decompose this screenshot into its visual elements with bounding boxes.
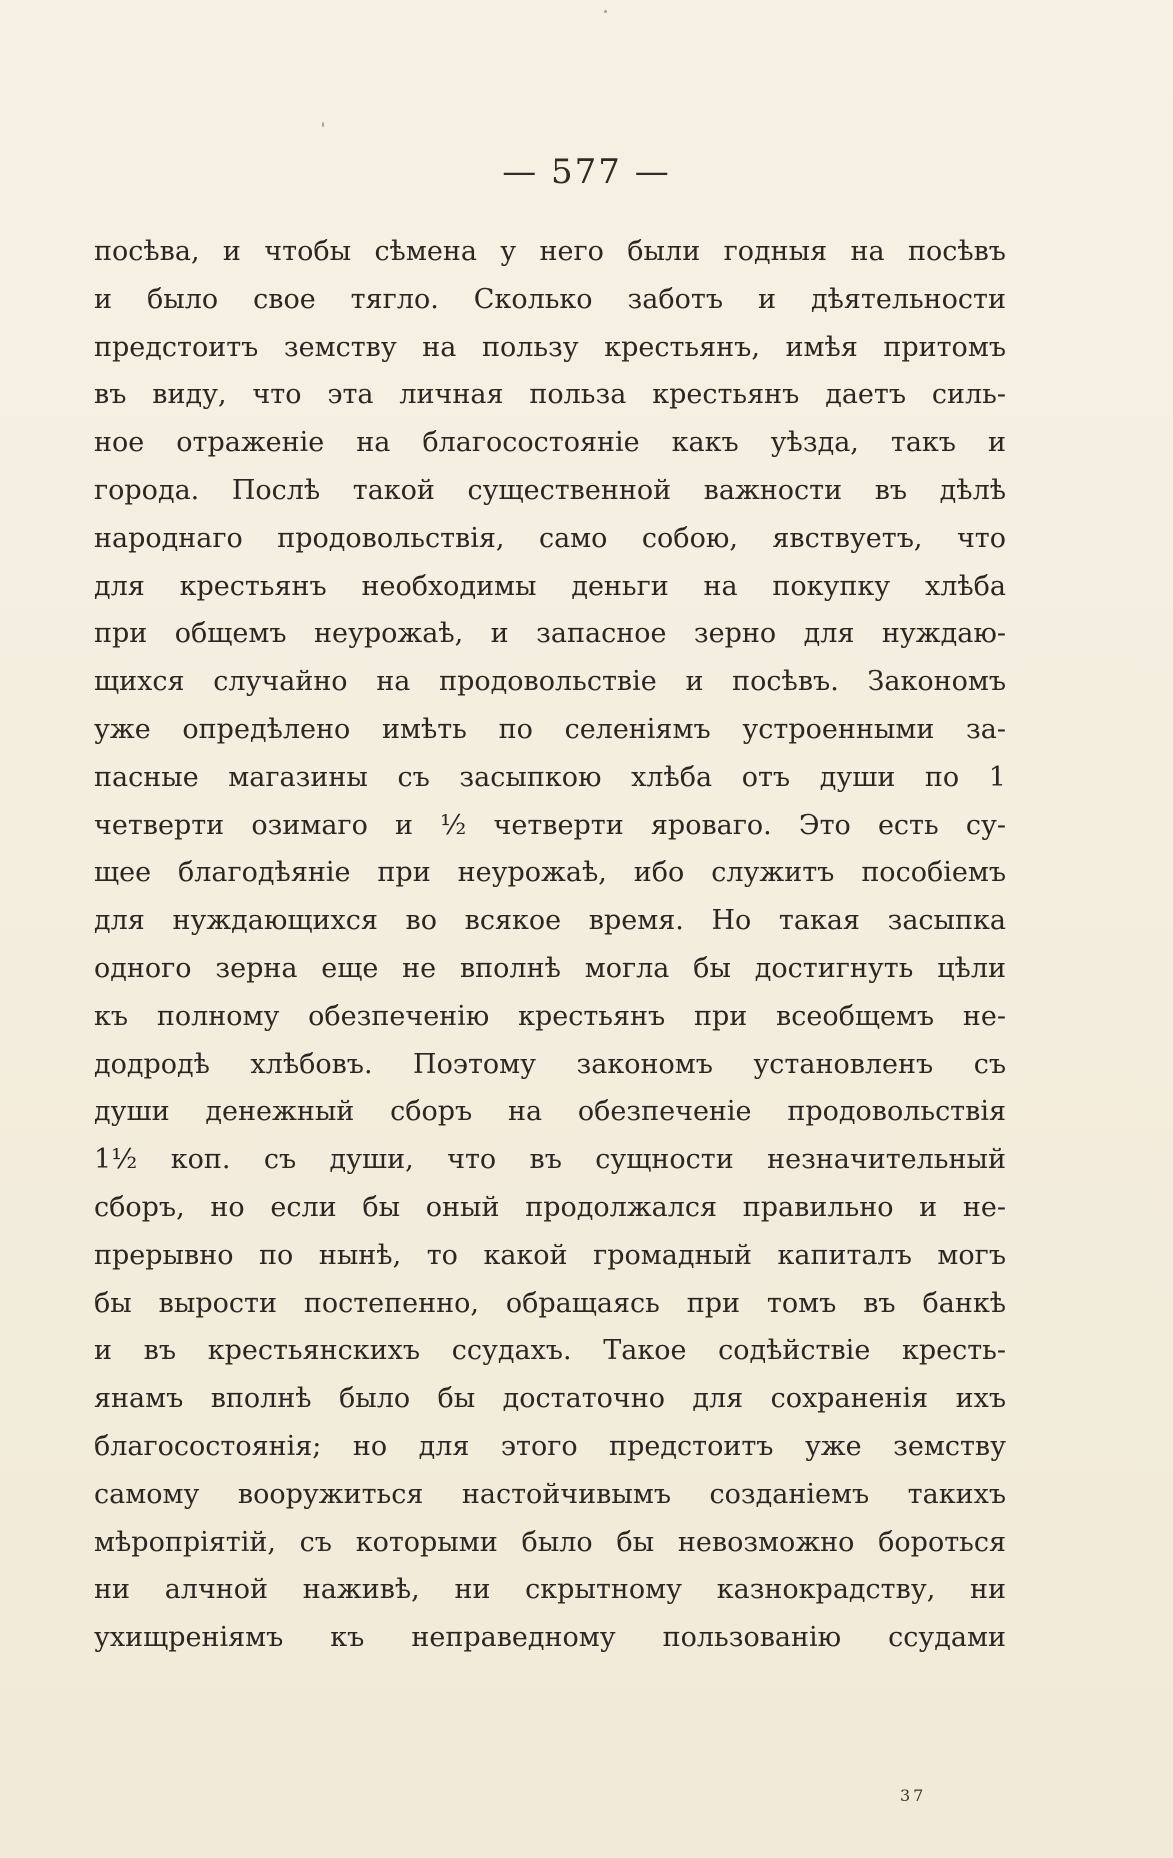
signature-mark: 37	[900, 1786, 927, 1805]
text-line: сборъ, но если бы оный продолжался правильно и не-	[94, 1191, 1006, 1223]
text-line: благосостоянія; но для этого предстоитъ уже земству	[94, 1430, 1006, 1462]
text-line: щее благодѣяніе при неурожаѣ, ибо служитъ пособіемъ	[94, 857, 1006, 889]
text-line: бы вырости постепенно, обращаясь при томъ въ банкѣ	[94, 1287, 1006, 1319]
text-line: самому вооружиться настойчивымъ созданіемъ такихъ	[94, 1478, 1006, 1510]
text-line: въ виду, что эта личная польза крестьянъ даетъ силь-	[94, 379, 1006, 411]
text-line: додродѣ хлѣбовъ. Поэтому закономъ установленъ съ	[94, 1048, 1006, 1080]
text-line: уже опредѣлено имѣть по селеніямъ устроенными за-	[94, 713, 1006, 745]
text-line: мѣропріятій, съ которыми было бы невозможно бороться	[94, 1526, 1006, 1558]
text-line: янамъ вполнѣ было бы достаточно для сохраненія ихъ	[94, 1383, 1006, 1415]
text-line: посѣва, и чтобы сѣмена у него были годныя на посѣвъ	[94, 236, 1006, 267]
text-line: одного зерна еще не вполнѣ могла бы достигнуть цѣли	[94, 952, 1006, 984]
text-line: ни алчной наживѣ, ни скрытному казнокрадству, ни	[94, 1574, 1006, 1606]
text-line: четверти озимаго и ½ четверти яроваго. Это есть су-	[94, 809, 1006, 841]
text-line: для нуждающихся во всякое время. Но такая засыпка	[94, 905, 1006, 937]
text-line: щихся случайно на продовольствіе и посѣвъ. Закономъ	[94, 666, 1006, 698]
text-line: при общемъ неурожаѣ, и запасное зерно для нуждаю-	[94, 618, 1006, 650]
text-line: 1½ коп. съ души, что въ сущности незначительный	[94, 1144, 1006, 1176]
text-line: для крестьянъ необходимы деньги на покупку хлѣба	[94, 570, 1006, 602]
body-text	[94, 228, 1006, 1662]
text-line: прерывно по нынѣ, то какой громадный капиталъ могъ	[94, 1239, 1006, 1271]
text-line: ухищреніямъ къ неправедному пользованію ссудами	[94, 1622, 1006, 1654]
text-line: города. Послѣ такой существенной важности въ дѣлѣ	[94, 474, 1006, 506]
text-line: къ полному обезпеченію крестьянъ при всеобщемъ не-	[94, 1000, 1006, 1032]
text-line: и было свое тягло. Сколько заботъ и дѣятельности	[94, 283, 1006, 315]
ink-speck	[604, 10, 607, 13]
page-number: — 577 —	[502, 152, 671, 192]
text-line: и въ крестьянскихъ ссудахъ. Такое содѣйствіе кресть-	[94, 1335, 1006, 1367]
text-line: души денежный сборъ на обезпеченіе продовольствія	[94, 1096, 1006, 1128]
text-line: ное отраженіе на благосостояніе какъ уѣзда, такъ и	[94, 427, 1006, 459]
text-line: предстоитъ земству на пользу крестьянъ, имѣя притомъ	[94, 331, 1006, 363]
ink-speck	[322, 122, 324, 127]
text-line: народнаго продовольствія, само собою, явствуетъ, что	[94, 522, 1006, 554]
text-line: пасные магазины съ засыпкою хлѣба отъ души по 1	[94, 761, 1006, 793]
